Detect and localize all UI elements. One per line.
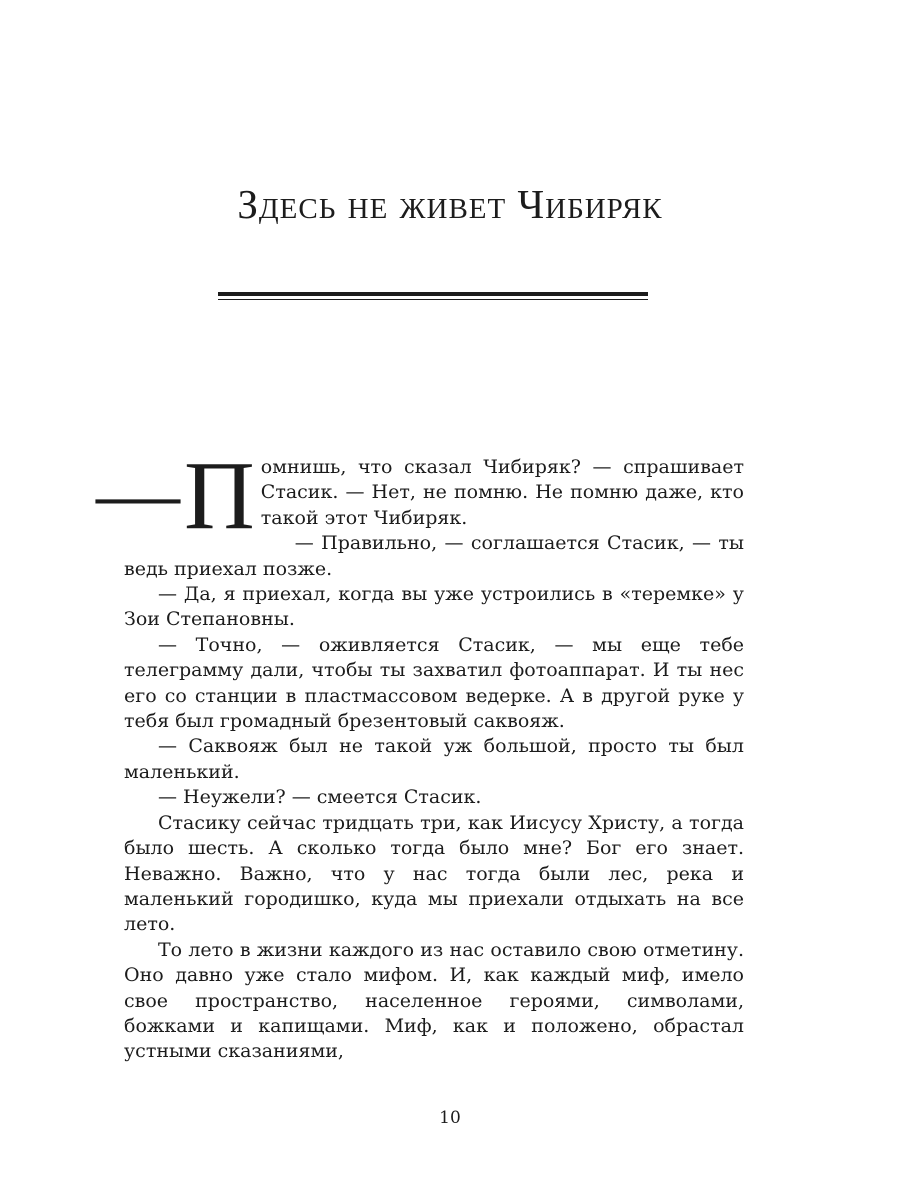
page-number: 10	[439, 1108, 461, 1128]
paragraph: — Правильно, — соглашается Стасик, — ты ведь приехал позже.	[124, 532, 744, 580]
paragraph: Стасику сейчас тридцать три, как Иисусу Христу, а тогда было шесть. А сколько тогда было мне? Бог его знает. Неважно. Важно, что у нас тогда были лес, река и маленький городишко, куда мы приехали отдыхать на все лето.	[124, 811, 744, 936]
paragraph: — Неужели? — смеется Стасик.	[158, 786, 482, 809]
drop-cap	[96, 442, 255, 550]
paragraph: — Саквояж был не такой уж большой, просто ты был маленький.	[124, 735, 744, 783]
drop-cap-letter: П	[184, 442, 255, 550]
body-text	[96, 442, 744, 1065]
paragraph	[96, 442, 744, 550]
drop-cap-dash: —	[96, 447, 180, 540]
title-divider-thin	[218, 299, 648, 300]
chapter-title: Здесь не живет Чибиряк	[237, 181, 663, 227]
paragraph-text: омнишь, что сказал Чибиряк? — спрашивает Стасик. — Нет, не помню. Не помню даже, кто такой этот Чибиряк.	[260, 456, 744, 529]
paragraph: — Точно, — оживляется Стасик, — мы еще тебе телеграмму дали, чтобы ты захватил фотоаппарат. И ты нес его со станции в пластмассовом ведерке. А в другой руке у тебя был громадный брезентовый саквояж.	[124, 633, 744, 733]
paragraph: То лето в жизни каждого из нас оставило свою отметину. Оно давно уже стало мифом. И, как каждый миф, имело свое пространство, населенное героями, символами, божками и капищами. Миф, как и положено, обрастал устными сказаниями,	[124, 938, 744, 1063]
title-divider-thick	[218, 292, 648, 296]
paragraph: — Да, я приехал, когда вы уже устроились в «теремке» у Зои Степановны.	[124, 583, 744, 631]
